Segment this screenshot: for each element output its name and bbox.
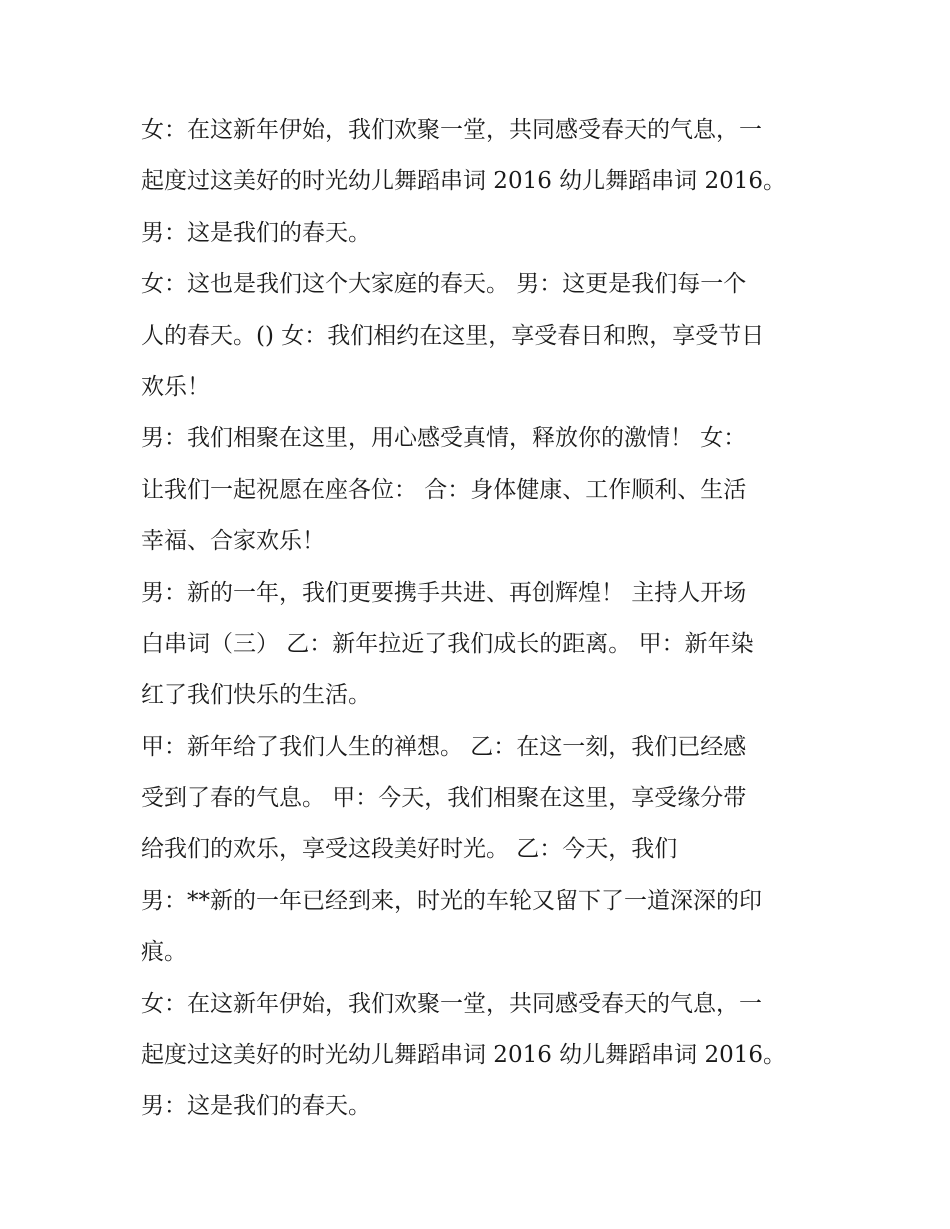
text-line: 人的春天。() 女：我们相约在这里，享受春日和煦，享受节日	[141, 322, 765, 349]
text-line: 女：在这新年伊始，我们欢聚一堂，共同感受春天的气息，一	[141, 990, 762, 1017]
text-line: 痕。	[141, 939, 187, 966]
document-text	[141, 105, 813, 1133]
text-line: 男：这是我们的春天。	[141, 219, 371, 246]
text-line: 男：这是我们的春天。	[141, 1093, 371, 1120]
text-line: 起度过这美好的时光幼儿舞蹈串词 2016 幼儿舞蹈串词 2016。	[141, 1042, 786, 1069]
text-line: 男：我们相聚在这里，用心感受真情，释放你的激情！ 女：	[141, 425, 747, 452]
text-line: 起度过这美好的时光幼儿舞蹈串词 2016 幼儿舞蹈串词 2016。	[141, 168, 786, 195]
text-line: 让我们一起祝愿在座各位： 合：身体健康、工作顺利、生活	[141, 476, 747, 503]
text-line: 女：这也是我们这个大家庭的春天。 男：这更是我们每一个	[141, 271, 747, 298]
text-line: 女：在这新年伊始，我们欢聚一堂，共同感受春天的气息，一	[141, 117, 762, 143]
text-line: 甲：新年给了我们人生的禅想。 乙：在这一刻，我们已经感	[141, 733, 747, 760]
text-line: 男：新的一年，我们更要携手共进、再创辉煌！ 主持人开场	[141, 579, 747, 606]
text-line: 男：**新的一年已经到来，时光的车轮又留下了一道深深的印	[141, 887, 762, 914]
text-line: 幸福、合家欢乐！	[141, 528, 325, 555]
text-line: 给我们的欢乐，享受这段美好时光。 乙：今天，我们	[141, 836, 678, 863]
text-line: 欢乐！	[141, 373, 210, 400]
text-line: 白串词（三） 乙：新年拉近了我们成长的距离。 甲：新年染	[141, 630, 754, 657]
text-line: 受到了春的气息。 甲：今天，我们相聚在这里，享受缘分带	[141, 785, 747, 812]
text-line: 红了我们快乐的生活。	[141, 682, 371, 709]
